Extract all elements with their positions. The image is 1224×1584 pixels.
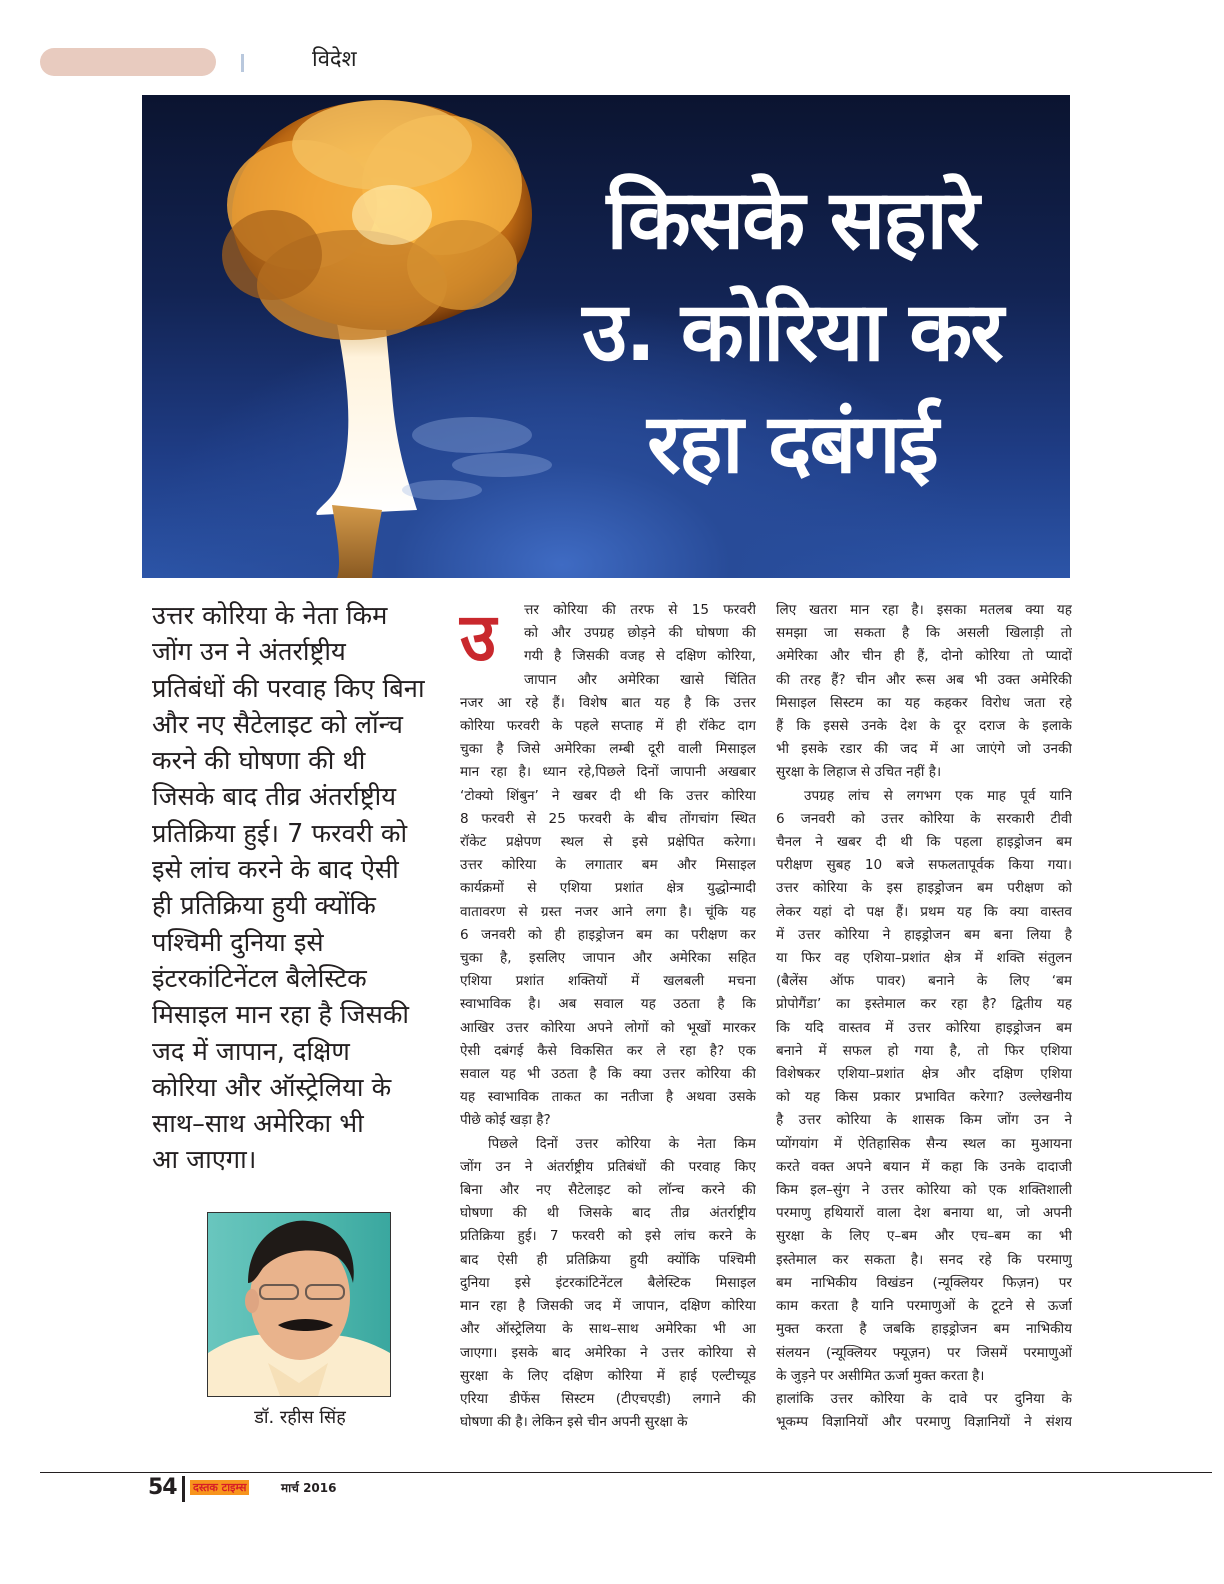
article-line: सवाल यह भी उठता है कि क्या उत्तर कोरिया की [460, 1066, 756, 1083]
article-line: परीक्षण सुबह 10 बजे सफलतापूर्वक किया गया। [776, 857, 1072, 874]
footer-rule [40, 1472, 1212, 1473]
article-line: लिए खतरा मान रहा है। इसका मतलब क्या यह [776, 602, 1072, 618]
pull-quote-line: साथ–साथ अमेरिका भी [152, 1109, 364, 1140]
article-line: है उत्तर कोरिया के शासक किम जोंग उन ने [776, 1112, 1072, 1129]
article-line: उत्तर कोरिया के इस हाइड्रोजन बम परीक्षण को [776, 880, 1072, 897]
article-line: नजर आ रहे हैं। विशेष बात यह है कि उत्तर [460, 694, 756, 711]
article-line: बम नाभिकीय विखंडन (न्यूक्लियर फिज़न) पर [776, 1274, 1072, 1291]
header-separator [241, 54, 244, 72]
article-line: हालांकि उत्तर कोरिया के दावे पर दुनिया के [776, 1390, 1072, 1407]
pull-quote [152, 598, 442, 1179]
article-line: को यह किस प्रकार प्रभावित करेगा? उल्लेखनीय [776, 1089, 1072, 1106]
article-column-1 [460, 599, 756, 1455]
headline-line: रहा दबंगई [647, 397, 937, 492]
article-line: रॉकेट प्रक्षेपण स्थल से इसे प्रक्षेपित करेगा। [460, 834, 756, 851]
article-line: हैं कि इससे उनके देश के दूर दराज के इलाके [776, 718, 1072, 735]
pull-quote-line: ही प्रतिक्रिया हुयी क्योंकि [152, 891, 376, 922]
pull-quote-line: जिसके बाद तीव्र अंतर्राष्ट्रीय [152, 782, 397, 813]
article-line: (बैलेंस ऑफ पावर) बनाने के लिए ‘बम [776, 973, 1072, 990]
drop-cap: उ [460, 599, 497, 676]
article-line: इस्तेमाल कर सकता है। सनद रहे कि परमाणु [776, 1251, 1072, 1268]
article-line: समझा जा सकता है कि असली खिलाड़ी तो [776, 625, 1072, 642]
article-line: उपग्रह लांच से लगभग एक माह पूर्व यानि [804, 787, 1072, 804]
pull-quote-line: जद में जापान, दक्षिण [152, 1036, 350, 1067]
article-line: प्योंगयांग में ऐतिहासिक सैन्य स्थल का मुआयना [776, 1135, 1072, 1152]
issue-date: मार्च 2016 [281, 1481, 337, 1495]
article-line: 8 फरवरी से 25 फरवरी के बीच तोंगचांग स्थित [460, 810, 756, 827]
pull-quote-line: इंटरकांटिनेंटल बैलेस्टिक [152, 963, 367, 994]
article-line: किम इल–सुंग ने उत्तर कोरिया को एक शक्तिशाली [776, 1182, 1072, 1199]
article-line: सुरक्षा के लिए दक्षिण कोरिया में हाई एल्टीच्यूड [460, 1367, 756, 1384]
article-line: यह स्वाभाविक ताकत का नतीजा है अथवा उसके [460, 1089, 756, 1106]
article-line: मिसाइल सिस्टम का यह कहकर विरोध जता रहे [776, 694, 1072, 711]
pull-quote-line: जोंग उन ने अंतर्राष्ट्रीय [152, 637, 346, 668]
article-line: चुका है जिसे अमेरिका लम्बी दूरी वाली मिसाइल [460, 741, 756, 758]
article-line: बिना और नए सैटेलाइट को लॉन्च करने की [460, 1182, 756, 1199]
pull-quote-line: आ जाएगा। [152, 1145, 257, 1176]
article-line: प्रोपोगैंडा’ का इस्तेमाल कर रहा है? द्वितीय यह [776, 996, 1072, 1013]
article-line: 6 जनवरी को ही हाइड्रोजन बम का परीक्षण कर [460, 926, 756, 943]
article-line: चुका है, इसलिए जापान और अमेरिका सहित [460, 950, 756, 967]
article-line: भी इसके रडार की जद में आ जाएंगे जो उनकी [776, 741, 1072, 758]
pull-quote-line: मिसाइल मान रहा है जिसकी [152, 1000, 410, 1031]
article-line: मान रहा है जिसकी जद में जापान, दक्षिण कोरिया [460, 1298, 756, 1315]
article-line: करते वक्त अपने बयान में कहा कि उनके दादाजी [776, 1158, 1072, 1175]
article-line: वातावरण से ग्रस्त नजर आने लगा है। चूंकि यह [460, 903, 756, 920]
article-line: कार्यक्रमों से एशिया प्रशांत क्षेत्र युद्धोन्मादी [460, 880, 756, 897]
section-label: विदेश [312, 47, 357, 72]
hero-image [142, 95, 1070, 578]
article-line: जाएगा। इसके बाद अमेरिका ने उत्तर कोरिया से [460, 1344, 756, 1361]
author-photo [207, 1212, 391, 1397]
smoke-wisps [402, 417, 552, 500]
footer-separator [182, 1476, 185, 1502]
article-line: स्वाभाविक है। अब सवाल यह उठता है कि [460, 996, 756, 1013]
article-line: जापान और अमेरिका खासे चिंतित [524, 671, 756, 688]
pull-quote-line: और नए सैटेलाइट को लॉन्च [152, 709, 403, 740]
article-line: प्रतिक्रिया हुई। 7 फरवरी को इसे लांच करने के [460, 1228, 756, 1245]
pull-quote-line: उत्तर कोरिया के नेता किम [152, 601, 388, 631]
headline-line: उ. कोरिया कर [582, 285, 1002, 380]
section-tab-pill [40, 48, 216, 76]
article-line: पिछले दिनों उत्तर कोरिया के नेता किम [488, 1135, 756, 1152]
article-line: बाद ऐसी ही प्रतिक्रिया हुयी क्योंकि पश्चिमी [460, 1251, 756, 1268]
pull-quote-line: प्रतिबंधों की परवाह किए बिना [152, 673, 425, 704]
pull-quote-line: इसे लांच करने के बाद ऐसी [152, 855, 399, 886]
headline-line: किसके सहारे [606, 173, 978, 268]
magazine-logo: दस्तक टाइम्स [190, 1480, 249, 1495]
article-line: को और उपग्रह छोड़ने की घोषणा की [524, 625, 756, 642]
article-line: की तरह हैं? चीन और रूस अब भी उक्त अमेरिकी [776, 671, 1072, 688]
article-column-2 [776, 599, 1072, 1455]
author-portrait [208, 1213, 390, 1396]
article-line: गयी है जिसकी वजह से दक्षिण कोरिया, [524, 648, 756, 665]
pull-quote-line: करने की घोषणा की थी [152, 746, 366, 777]
article-line: घोषणा की है। लेकिन इसे चीन अपनी सुरक्षा के [460, 1414, 688, 1431]
pull-quote-line: कोरिया और ऑस्ट्रेलिया के [152, 1072, 392, 1103]
article-line: परमाणु हथियारों वाला देश बनाया था, जो अपनी [776, 1205, 1072, 1222]
page-number: 54 [148, 1475, 177, 1500]
article-line: लेकर यहां दो पक्ष हैं। प्रथम यह कि क्या वास्तव [776, 903, 1072, 920]
cloud-base [332, 505, 382, 578]
article-line: भूकम्प विज्ञानियों और परमाणु विज्ञानियों ने संशय [776, 1414, 1072, 1431]
article-line: बनाने में सफल हो गया है, तो फिर एशिया [776, 1042, 1072, 1059]
article-line: अमेरिका और चीन ही हैं, दोनो कोरिया तो प्यादों [776, 648, 1072, 665]
article-line: 6 जनवरी को उत्तर कोरिया के सरकारी टीवी [776, 810, 1072, 827]
article-line: विशेषकर एशिया–प्रशांत क्षेत्र और दक्षिण एशिया [776, 1066, 1072, 1083]
article-line: मान रहा है। ध्यान रहे,पिछले दिनों जापानी अखबार [460, 764, 756, 781]
article-line: उत्तर कोरिया के लगातार बम और मिसाइल [460, 857, 756, 874]
article-line: त्तर कोरिया की तरफ से 15 फरवरी [524, 602, 756, 618]
article-line: ‘टोक्यो शिंबुन’ ने खबर दी थी कि उत्तर कोरिया [460, 787, 756, 804]
article-line: संलयन (न्यूक्लियर फ्यूज़न) पर जिसमें परमाणुओं [776, 1344, 1072, 1361]
article-line: सुरक्षा के लिहाज से उचित नहीं है। [776, 764, 942, 781]
article-line: सुरक्षा के लिए ए–बम और एच–बम का भी [776, 1228, 1072, 1245]
article-line: या फिर वह एशिया–प्रशांत क्षेत्र में शक्ति संतुलन [776, 950, 1072, 967]
article-line: जोंग उन ने अंतर्राष्ट्रीय प्रतिबंधों की परवाह किए [460, 1158, 756, 1175]
article-line: काम करता है यानि परमाणुओं के टूटने से ऊर्जा [776, 1298, 1072, 1315]
fireball [222, 100, 532, 340]
headline [542, 165, 1042, 501]
pull-quote-line: प्रतिक्रिया हुई। 7 फरवरी को [152, 818, 408, 849]
article-line: में उत्तर कोरिया ने हाइड्रोजन बम बना लिया है [776, 926, 1072, 943]
article-line: और ऑस्ट्रेलिया के साथ–साथ अमेरिका भी आ [460, 1321, 756, 1338]
article-line: एरिया डीफेंस सिस्टम (टीएचएडी) लगाने की [460, 1390, 756, 1407]
article-line: ऐसी दबंगई कैसे विकसित कर ले रहा है? एक [460, 1042, 756, 1059]
article-line: कोरिया फरवरी के पहले सप्ताह में ही रॉकेट दाग [460, 718, 756, 735]
article-line: कि यदि वास्तव में उत्तर कोरिया हाइड्रोजन बम [776, 1019, 1072, 1036]
pull-quote-line: पश्चिमी दुनिया इसे [152, 927, 324, 958]
article-line: एशिया प्रशांत शक्तियों में खलबली मचना [460, 973, 756, 990]
article-line: के जुड़ने पर असीमित ऊर्जा मुक्त करता है। [776, 1367, 985, 1384]
author-name: डॉ. रहीस सिंह [254, 1407, 346, 1428]
article-line: चैनल ने खबर दी थी कि पहला हाइड्रोजन बम [776, 834, 1072, 851]
article-line: घोषणा की थी जिसके बाद तीव्र अंतर्राष्ट्रीय [460, 1205, 756, 1222]
article-line: मुक्त करता है जबकि हाइड्रोजन बम नाभिकीय [776, 1321, 1072, 1338]
article-line: पीछे कोई खड़ा है? [460, 1112, 551, 1129]
article-line: आखिर उत्तर कोरिया अपने लोगों को भूखों मारकर [460, 1019, 756, 1036]
article-line: दुनिया इसे इंटरकांटिनेंटल बैलेस्टिक मिसाइल [460, 1274, 756, 1291]
